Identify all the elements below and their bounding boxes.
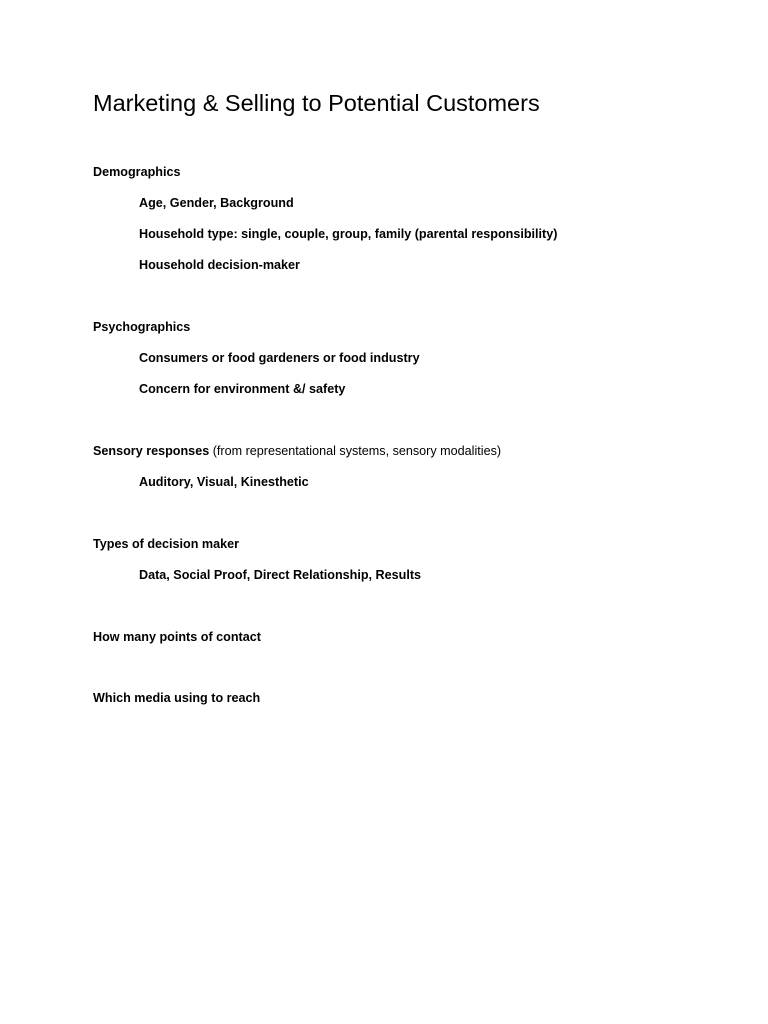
section-heading-sensory-responses bbox=[93, 442, 501, 460]
demographics-item: Household type: single, couple, group, family (parental responsibility) bbox=[139, 227, 558, 241]
decision-maker-types-item: Data, Social Proof, Direct Relationship, Results bbox=[139, 568, 422, 582]
section-heading-decision-maker-types: Types of decision maker bbox=[93, 537, 240, 551]
section-heading-media: Which media using to reach bbox=[93, 691, 261, 705]
section-heading-psychographics: Psychographics bbox=[93, 320, 191, 334]
sensory-responses-note: (from representational systems, sensory modalities) bbox=[209, 444, 502, 458]
section-heading-points-of-contact: How many points of contact bbox=[93, 630, 261, 644]
sensory-responses-item: Auditory, Visual, Kinesthetic bbox=[139, 475, 309, 489]
sensory-responses-label: Sensory responses bbox=[93, 444, 210, 458]
document-title: Marketing & Selling to Potential Customers bbox=[93, 90, 540, 116]
psychographics-item: Consumers or food gardeners or food industry bbox=[139, 351, 420, 365]
demographics-item: Household decision-maker bbox=[139, 258, 300, 272]
demographics-item: Age, Gender, Background bbox=[139, 196, 294, 210]
section-heading-demographics: Demographics bbox=[93, 165, 181, 179]
psychographics-item: Concern for environment &/ safety bbox=[139, 382, 346, 396]
